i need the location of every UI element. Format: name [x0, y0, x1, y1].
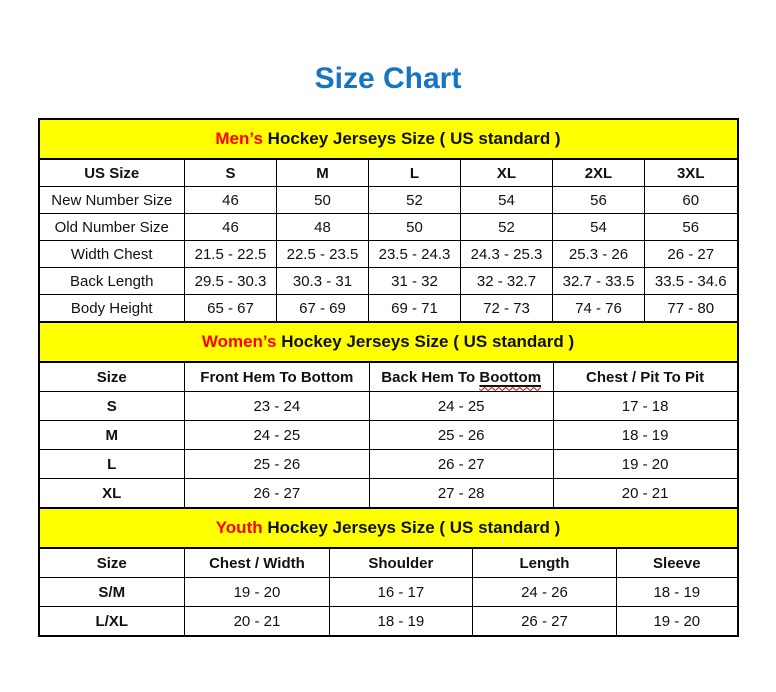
mens-col-header: XL [460, 160, 552, 187]
row-label: S/M [40, 578, 185, 607]
table-row [40, 268, 737, 295]
size-value: 69 - 71 [368, 295, 460, 322]
table-row [40, 214, 737, 241]
size-value: 56 [552, 187, 644, 214]
size-value: 24 - 25 [184, 421, 369, 450]
size-value: 26 - 27 [369, 450, 553, 479]
table-row [40, 607, 737, 636]
youth-size-table [40, 549, 737, 635]
mens-col-header: M [276, 160, 368, 187]
size-chart-page [0, 60, 776, 637]
table-row [40, 241, 737, 268]
mens-col-header: 3XL [644, 160, 736, 187]
size-value: 23 - 24 [184, 392, 369, 421]
size-value: 50 [276, 187, 368, 214]
mens-col-header: 2XL [552, 160, 644, 187]
size-value: 21.5 - 22.5 [184, 241, 276, 268]
table-row [40, 450, 737, 479]
womens-header-row [40, 363, 737, 392]
size-value: 48 [276, 214, 368, 241]
size-value: 24 - 25 [369, 392, 553, 421]
youth-col-header: Length [472, 549, 616, 578]
size-value: 24 - 26 [472, 578, 616, 607]
size-value: 46 [184, 214, 276, 241]
size-value: 18 - 19 [553, 421, 736, 450]
mens-section-header [40, 120, 737, 160]
youth-section-header [40, 507, 737, 549]
table-row [40, 421, 737, 450]
row-label: M [40, 421, 185, 450]
mens-col-header: US Size [40, 160, 185, 187]
table-row [40, 187, 737, 214]
womens-section-title: Hockey Jerseys Size ( US standard ) [276, 332, 575, 351]
mens-header-row [40, 160, 737, 187]
size-value: 54 [460, 187, 552, 214]
size-value: 74 - 76 [552, 295, 644, 322]
size-value: 65 - 67 [184, 295, 276, 322]
row-label: L/XL [40, 607, 185, 636]
womens-col-header: Chest / Pit To Pit [553, 363, 736, 392]
size-value: 32 - 32.7 [460, 268, 552, 295]
mens-col-header: S [184, 160, 276, 187]
youth-accent-label: Youth [215, 518, 263, 537]
table-row [40, 578, 737, 607]
size-value: 19 - 20 [617, 607, 737, 636]
size-value: 18 - 19 [329, 607, 472, 636]
size-value: 54 [552, 214, 644, 241]
row-label: New Number Size [40, 187, 185, 214]
youth-section-title: Hockey Jerseys Size ( US standard ) [262, 518, 561, 537]
size-value: 50 [368, 214, 460, 241]
size-value: 26 - 27 [472, 607, 616, 636]
size-value: 23.5 - 24.3 [368, 241, 460, 268]
womens-col-header [369, 363, 553, 392]
size-value: 67 - 69 [276, 295, 368, 322]
size-value: 26 - 27 [644, 241, 736, 268]
size-value: 31 - 32 [368, 268, 460, 295]
size-value: 18 - 19 [617, 578, 737, 607]
row-label: Back Length [40, 268, 185, 295]
row-label: XL [40, 479, 185, 508]
size-value: 26 - 27 [184, 479, 369, 508]
row-label: Body Height [40, 295, 185, 322]
size-value: 19 - 20 [553, 450, 736, 479]
row-label: Old Number Size [40, 214, 185, 241]
womens-accent-label: Women’s [201, 332, 277, 351]
size-value: 19 - 20 [184, 578, 329, 607]
table-row [40, 479, 737, 508]
mens-section-title: Hockey Jerseys Size ( US standard ) [262, 129, 561, 148]
size-value: 27 - 28 [369, 479, 553, 508]
mens-col-header: L [368, 160, 460, 187]
size-value: 56 [644, 214, 736, 241]
table-row [40, 295, 737, 322]
womens-col-header: Front Hem To Bottom [184, 363, 369, 392]
mens-size-table [40, 160, 737, 321]
table-row [40, 392, 737, 421]
size-value: 20 - 21 [553, 479, 736, 508]
size-value: 24.3 - 25.3 [460, 241, 552, 268]
size-value: 46 [184, 187, 276, 214]
row-label: L [40, 450, 185, 479]
youth-col-header: Chest / Width [184, 549, 329, 578]
size-value: 33.5 - 34.6 [644, 268, 736, 295]
size-value: 25.3 - 26 [552, 241, 644, 268]
misspelled-word-underline [479, 369, 541, 386]
size-value: 17 - 18 [553, 392, 736, 421]
youth-col-header: Size [40, 549, 185, 578]
back-hem-label-word: Boottom [479, 368, 542, 386]
youth-col-header: Sleeve [617, 549, 737, 578]
womens-col-header: Size [40, 363, 185, 392]
size-value: 30.3 - 31 [276, 268, 368, 295]
womens-section-header [40, 321, 737, 363]
size-value: 25 - 26 [184, 450, 369, 479]
youth-col-header: Shoulder [329, 549, 472, 578]
size-value: 16 - 17 [329, 578, 472, 607]
size-value: 22.5 - 23.5 [276, 241, 368, 268]
size-value: 72 - 73 [460, 295, 552, 322]
size-value: 77 - 80 [644, 295, 736, 322]
size-value: 52 [368, 187, 460, 214]
page-title: Size Chart [314, 62, 462, 95]
size-value: 60 [644, 187, 736, 214]
mens-accent-label: Men’s [215, 129, 263, 148]
size-value: 32.7 - 33.5 [552, 268, 644, 295]
row-label: S [40, 392, 185, 421]
row-label: Width Chest [40, 241, 185, 268]
back-hem-label-prefix: Back Hem To [381, 368, 480, 386]
size-value: 52 [460, 214, 552, 241]
size-value: 25 - 26 [369, 421, 553, 450]
womens-size-table [40, 363, 737, 507]
size-value: 20 - 21 [184, 607, 329, 636]
size-value: 29.5 - 30.3 [184, 268, 276, 295]
size-chart-tables [38, 118, 739, 637]
youth-header-row [40, 549, 737, 578]
